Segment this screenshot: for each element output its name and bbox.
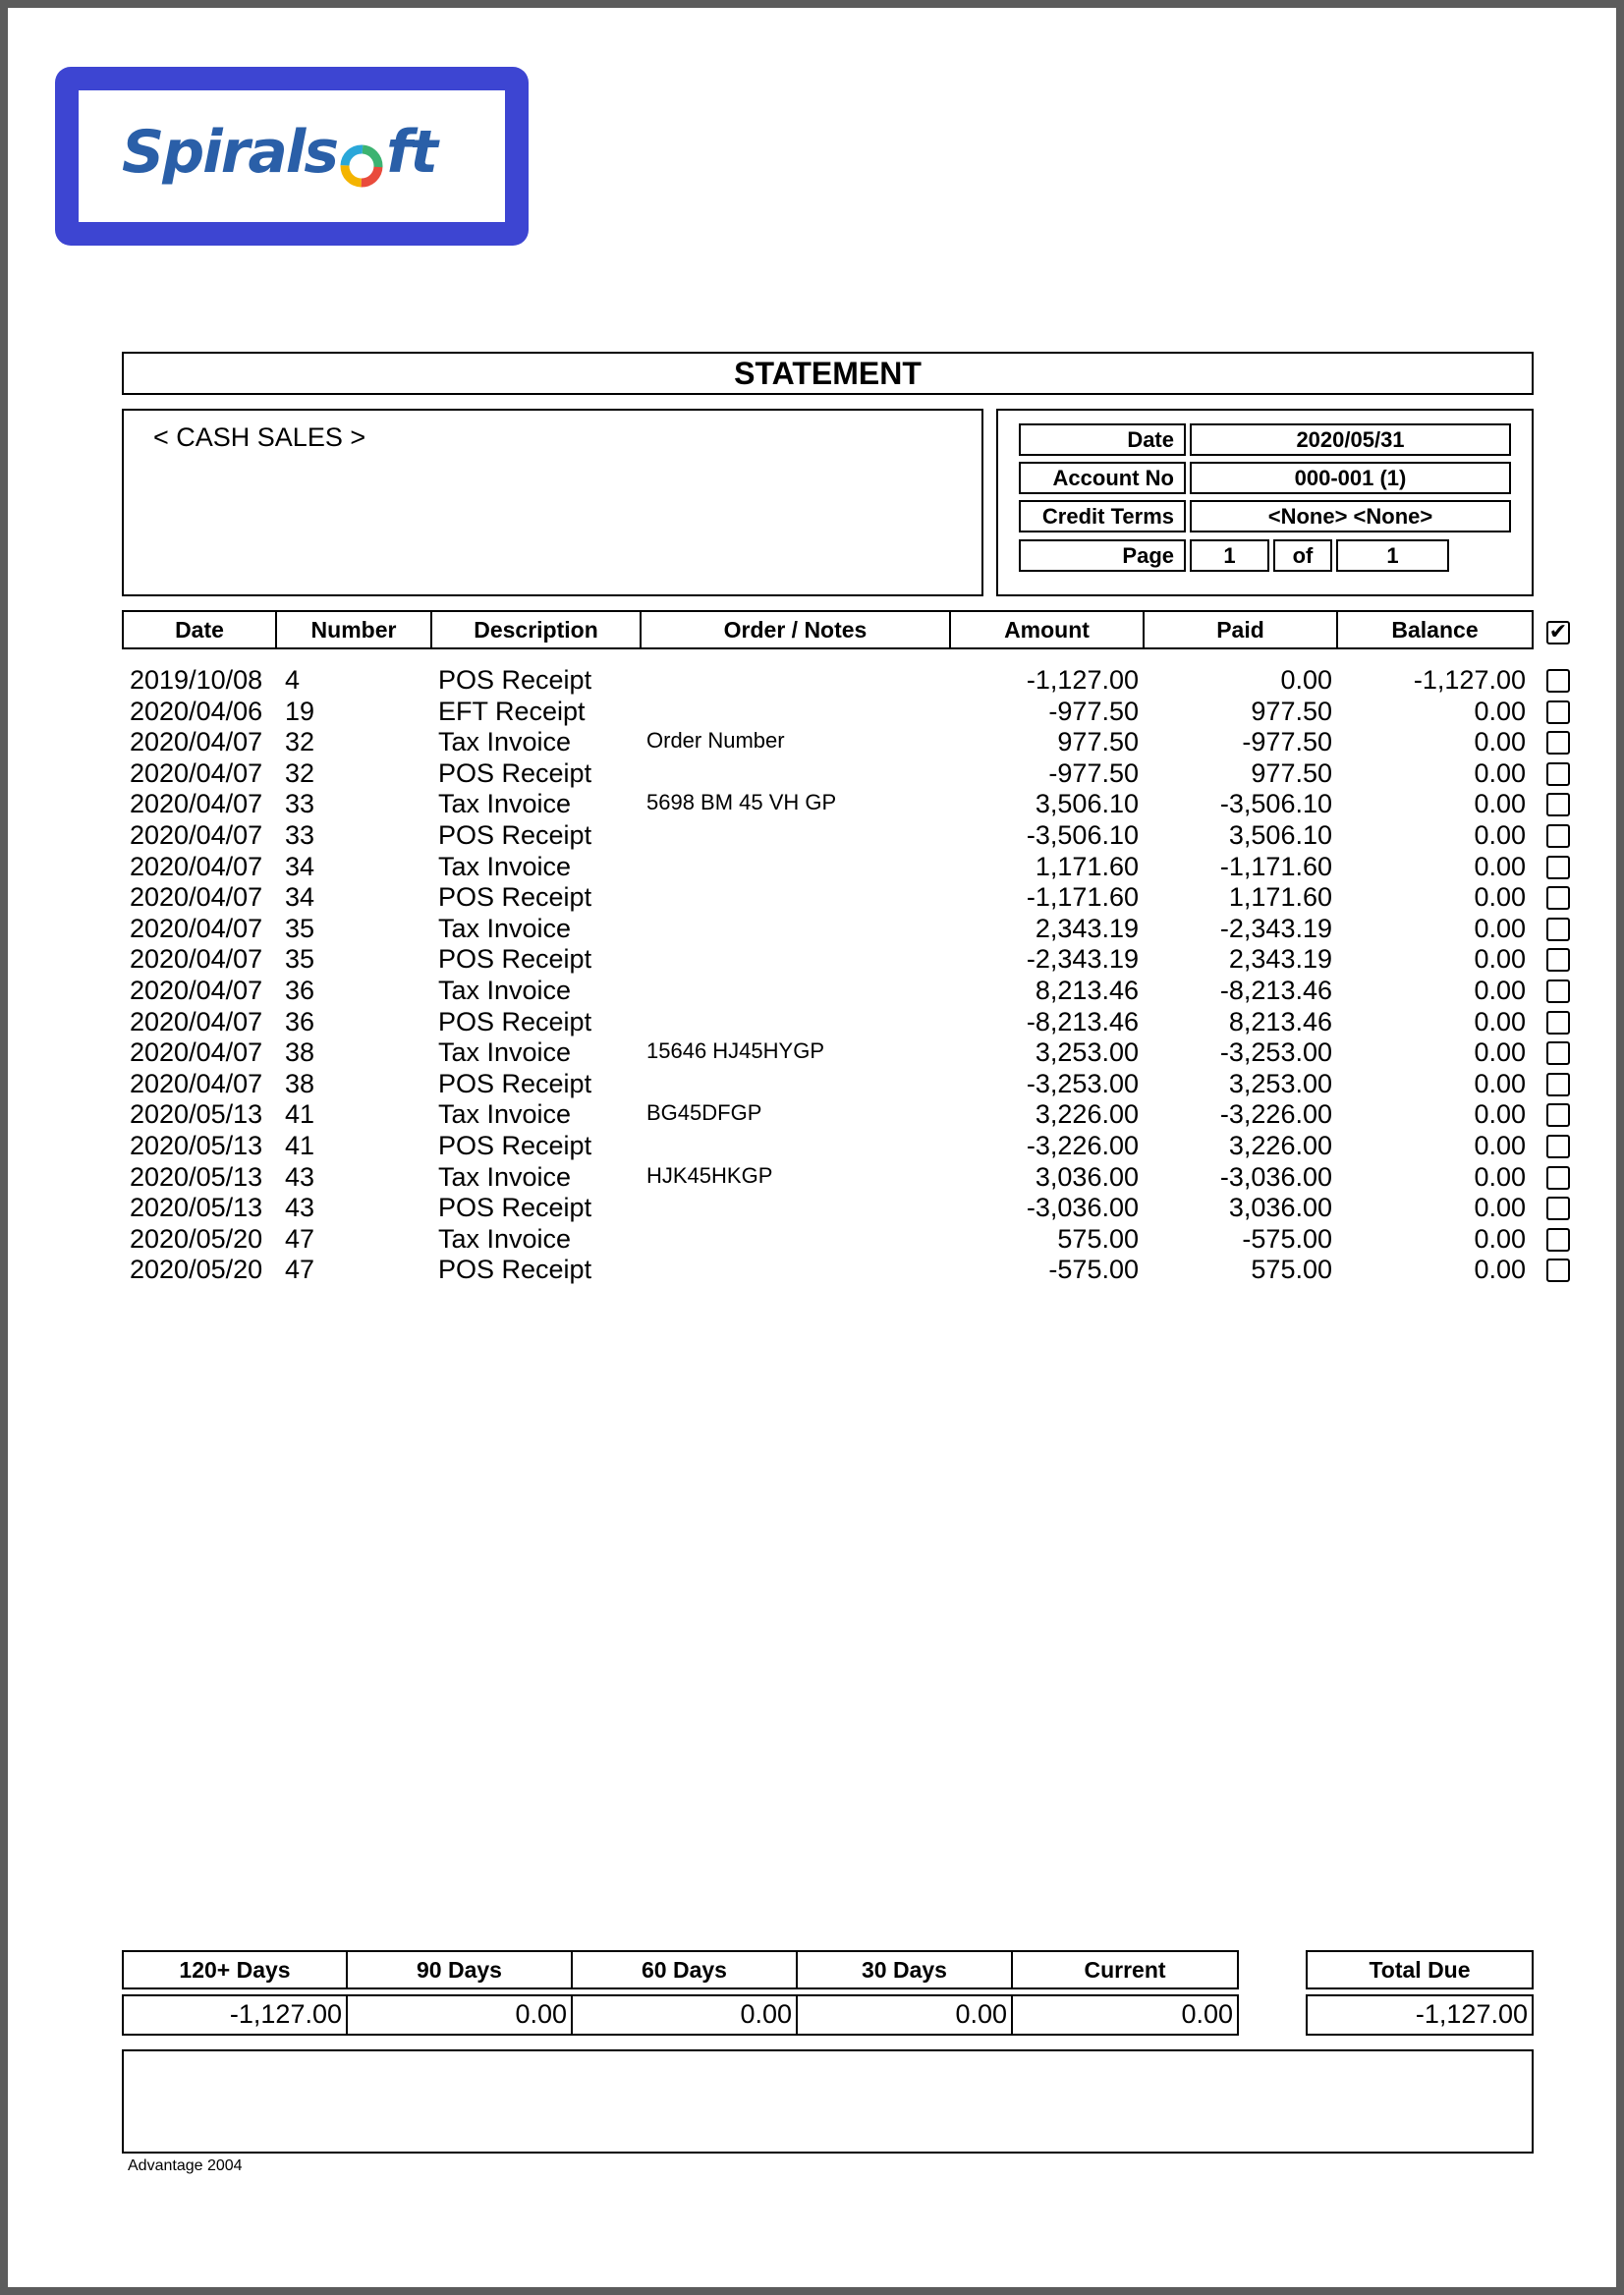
row-balance: 0.00 [1474, 1006, 1526, 1036]
row-number: 36 [285, 1006, 315, 1036]
col-header-description: Description [432, 610, 642, 649]
row-date: 2020/04/07 [130, 1037, 263, 1068]
table-row [0, 976, 1624, 1006]
row-checkbox[interactable] [1546, 793, 1570, 816]
row-balance: 0.00 [1474, 1068, 1526, 1098]
row-amount: 3,506.10 [1035, 789, 1139, 819]
row-balance: 0.00 [1474, 913, 1526, 943]
row-paid: -2,343.19 [1219, 913, 1332, 943]
row-number: 4 [285, 665, 301, 695]
row-checkbox[interactable] [1546, 731, 1570, 755]
row-checkbox[interactable] [1546, 1103, 1570, 1127]
aging-value-30: 0.00 [798, 1994, 1013, 2036]
row-balance: 0.00 [1474, 1099, 1526, 1130]
table-row [0, 1037, 1624, 1068]
row-date: 2020/05/13 [130, 1193, 263, 1223]
table-row [0, 789, 1624, 819]
row-notes: BG45DFGP [646, 1100, 762, 1126]
message-box [122, 2049, 1534, 2154]
row-checkbox[interactable] [1546, 1073, 1570, 1096]
row-amount: 977.50 [1057, 727, 1139, 757]
row-description: Tax Invoice [438, 727, 572, 757]
row-balance: 0.00 [1474, 1223, 1526, 1254]
row-checkbox[interactable] [1546, 1135, 1570, 1158]
row-date: 2020/04/07 [130, 913, 263, 943]
row-description: EFT Receipt [438, 696, 586, 726]
statement-title: STATEMENT [122, 352, 1534, 395]
row-paid: 0.00 [1280, 665, 1332, 695]
row-balance: 0.00 [1474, 851, 1526, 881]
row-description: Tax Invoice [438, 913, 572, 943]
table-row [0, 1193, 1624, 1223]
row-date: 2020/04/07 [130, 882, 263, 913]
row-number: 34 [285, 882, 315, 913]
row-paid: -977.50 [1242, 727, 1332, 757]
row-number: 47 [285, 1223, 315, 1254]
account-label: Account No [1019, 462, 1186, 494]
table-row [0, 1069, 1624, 1099]
row-balance: 0.00 [1474, 1037, 1526, 1068]
aging-value-60: 0.00 [573, 1994, 798, 2036]
row-amount: -3,253.00 [1026, 1068, 1139, 1098]
row-notes: 15646 HJ45HYGP [646, 1038, 824, 1064]
row-checkbox[interactable] [1546, 1166, 1570, 1190]
row-number: 43 [285, 1161, 315, 1192]
row-date: 2020/04/07 [130, 820, 263, 850]
row-date: 2020/04/07 [130, 1068, 263, 1098]
footer-text: Advantage 2004 [128, 2157, 243, 2174]
row-number: 32 [285, 757, 315, 788]
row-description: POS Receipt [438, 1255, 592, 1285]
row-description: Tax Invoice [438, 1223, 572, 1254]
row-description: Tax Invoice [438, 1037, 572, 1068]
row-date: 2020/05/20 [130, 1223, 263, 1254]
customer-name: < CASH SALES > [153, 422, 366, 452]
row-balance: 0.00 [1474, 1161, 1526, 1192]
row-checkbox[interactable] [1546, 1041, 1570, 1065]
col-header-balance: Balance [1338, 610, 1534, 649]
row-date: 2020/05/13 [130, 1161, 263, 1192]
row-number: 34 [285, 851, 315, 881]
row-paid: -3,036.00 [1219, 1161, 1332, 1192]
total-due-value: -1,127.00 [1306, 1994, 1534, 2036]
row-amount: -2,343.19 [1026, 944, 1139, 975]
table-row [0, 852, 1624, 882]
row-checkbox[interactable] [1546, 886, 1570, 910]
row-balance: 0.00 [1474, 820, 1526, 850]
row-description: POS Receipt [438, 944, 592, 975]
logo-wordmark [122, 118, 436, 187]
row-checkbox[interactable] [1546, 980, 1570, 1003]
row-description: POS Receipt [438, 882, 592, 913]
aging-label-current: Current [1013, 1950, 1239, 1989]
total-due-label: Total Due [1306, 1950, 1534, 1989]
row-checkbox[interactable] [1546, 1259, 1570, 1282]
row-description: Tax Invoice [438, 1099, 572, 1130]
row-description: POS Receipt [438, 1068, 592, 1098]
row-date: 2020/05/13 [130, 1099, 263, 1130]
row-description: POS Receipt [438, 1193, 592, 1223]
row-amount: -1,127.00 [1026, 665, 1139, 695]
select-all-checkbox[interactable]: ✔ [1546, 621, 1570, 644]
table-row [0, 1162, 1624, 1193]
row-amount: 2,343.19 [1035, 913, 1139, 943]
row-balance: 0.00 [1474, 882, 1526, 913]
row-date: 2020/04/07 [130, 944, 263, 975]
aging-value-current: 0.00 [1013, 1994, 1239, 2036]
row-description: Tax Invoice [438, 1161, 572, 1192]
row-amount: 3,253.00 [1035, 1037, 1139, 1068]
row-balance: 0.00 [1474, 757, 1526, 788]
row-number: 36 [285, 976, 315, 1005]
row-notes: HJK45HKGP [646, 1162, 773, 1188]
page-of: of [1273, 539, 1332, 572]
row-number: 43 [285, 1193, 315, 1223]
row-description: Tax Invoice [438, 851, 572, 881]
row-amount: 575.00 [1057, 1223, 1139, 1254]
row-amount: -575.00 [1048, 1255, 1139, 1285]
row-number: 38 [285, 1068, 315, 1098]
row-amount: -3,036.00 [1026, 1193, 1139, 1223]
row-balance: 0.00 [1474, 1131, 1526, 1160]
row-paid: -8,213.46 [1219, 976, 1332, 1005]
row-date: 2020/04/07 [130, 851, 263, 881]
table-row [0, 758, 1624, 789]
row-checkbox[interactable] [1546, 918, 1570, 941]
row-paid: -1,171.60 [1219, 851, 1332, 881]
row-amount: 3,226.00 [1035, 1099, 1139, 1130]
row-checkbox[interactable] [1546, 1011, 1570, 1035]
row-amount: -977.50 [1048, 757, 1139, 788]
row-balance: 0.00 [1474, 944, 1526, 975]
table-row [0, 914, 1624, 944]
row-date: 2020/04/07 [130, 976, 263, 1005]
row-amount: 3,036.00 [1035, 1161, 1139, 1192]
row-number: 35 [285, 913, 315, 943]
row-number: 35 [285, 944, 315, 975]
row-number: 47 [285, 1255, 315, 1285]
row-balance: 0.00 [1474, 976, 1526, 1005]
page-total: 1 [1336, 539, 1449, 572]
row-paid: -3,506.10 [1219, 789, 1332, 819]
table-row [0, 820, 1624, 851]
row-checkbox[interactable] [1546, 669, 1570, 693]
row-description: Tax Invoice [438, 976, 572, 1005]
row-amount: 8,213.46 [1035, 976, 1139, 1005]
row-notes: 5698 BM 45 VH GP [646, 790, 837, 815]
row-description: POS Receipt [438, 1006, 592, 1036]
row-balance: 0.00 [1474, 1255, 1526, 1285]
row-paid: 3,506.10 [1228, 820, 1332, 850]
row-balance: 0.00 [1474, 696, 1526, 726]
logo-swirl-icon [339, 135, 384, 180]
col-header-number: Number [277, 610, 432, 649]
row-date: 2020/05/20 [130, 1255, 263, 1285]
row-date: 2019/10/08 [130, 665, 263, 695]
date-value: 2020/05/31 [1190, 423, 1511, 456]
page-current: 1 [1190, 539, 1269, 572]
row-paid: 3,253.00 [1228, 1068, 1332, 1098]
aging-label-120: 120+ Days [122, 1950, 348, 1989]
row-paid: 8,213.46 [1228, 1006, 1332, 1036]
table-row [0, 1099, 1624, 1130]
row-checkbox[interactable] [1546, 1228, 1570, 1252]
row-amount: -8,213.46 [1026, 1006, 1139, 1036]
table-row [0, 727, 1624, 757]
row-paid: -575.00 [1242, 1223, 1332, 1254]
row-checkbox[interactable] [1546, 1197, 1570, 1220]
aging-value-120: -1,127.00 [122, 1994, 348, 2036]
aging-label-90: 90 Days [348, 1950, 573, 1989]
row-number: 38 [285, 1037, 315, 1068]
row-amount: -1,171.60 [1026, 882, 1139, 913]
row-balance: 0.00 [1474, 727, 1526, 757]
row-paid: 2,343.19 [1228, 944, 1332, 975]
row-date: 2020/04/07 [130, 757, 263, 788]
row-number: 32 [285, 727, 315, 757]
table-row [0, 697, 1624, 727]
row-checkbox[interactable] [1546, 700, 1570, 724]
row-number: 33 [285, 820, 315, 850]
row-paid: 977.50 [1251, 757, 1332, 788]
row-checkbox[interactable] [1546, 948, 1570, 972]
row-paid: 1,171.60 [1228, 882, 1332, 913]
row-number: 19 [285, 696, 315, 726]
customer-address-box [122, 409, 983, 596]
row-description: Tax Invoice [438, 789, 572, 819]
page-label: Page [1019, 539, 1186, 572]
row-description: POS Receipt [438, 665, 592, 695]
col-header-notes: Order / Notes [642, 610, 951, 649]
row-description: POS Receipt [438, 1131, 592, 1160]
account-value: 000-001 (1) [1190, 462, 1511, 494]
col-header-date: Date [122, 610, 277, 649]
row-date: 2020/04/07 [130, 789, 263, 819]
row-checkbox[interactable] [1546, 762, 1570, 786]
table-row [0, 1255, 1624, 1285]
credit-terms-label: Credit Terms [1019, 500, 1186, 532]
aging-value-90: 0.00 [348, 1994, 573, 2036]
row-description: POS Receipt [438, 757, 592, 788]
row-balance: 0.00 [1474, 1193, 1526, 1223]
row-paid: 575.00 [1251, 1255, 1332, 1285]
row-checkbox[interactable] [1546, 824, 1570, 848]
credit-terms-value: <None> <None> [1190, 500, 1511, 532]
row-number: 33 [285, 789, 315, 819]
row-balance: -1,127.00 [1413, 665, 1526, 695]
col-header-paid: Paid [1145, 610, 1338, 649]
row-amount: -3,226.00 [1026, 1131, 1139, 1160]
row-amount: 1,171.60 [1035, 851, 1139, 881]
table-row [0, 944, 1624, 975]
table-row [0, 1224, 1624, 1255]
row-number: 41 [285, 1131, 315, 1160]
aging-label-60: 60 Days [573, 1950, 798, 1989]
table-row [0, 1131, 1624, 1161]
row-paid: 977.50 [1251, 696, 1332, 726]
row-description: POS Receipt [438, 820, 592, 850]
row-date: 2020/04/07 [130, 1006, 263, 1036]
row-paid: -3,253.00 [1219, 1037, 1332, 1068]
logo-text-right: ft [386, 118, 436, 187]
row-date: 2020/04/07 [130, 727, 263, 757]
row-amount: -977.50 [1048, 696, 1139, 726]
row-amount: -3,506.10 [1026, 820, 1139, 850]
company-logo [55, 67, 529, 246]
row-paid: -3,226.00 [1219, 1099, 1332, 1130]
table-row [0, 665, 1624, 696]
row-checkbox[interactable] [1546, 856, 1570, 879]
col-header-amount: Amount [951, 610, 1145, 649]
table-row [0, 1007, 1624, 1037]
date-label: Date [1019, 423, 1186, 456]
row-notes: Order Number [646, 728, 785, 754]
table-row [0, 882, 1624, 913]
logo-text-left: Spirals [122, 118, 338, 187]
row-paid: 3,226.00 [1228, 1131, 1332, 1160]
row-number: 41 [285, 1099, 315, 1130]
row-date: 2020/04/06 [130, 696, 263, 726]
row-balance: 0.00 [1474, 789, 1526, 819]
row-date: 2020/05/13 [130, 1131, 263, 1160]
aging-label-30: 30 Days [798, 1950, 1013, 1989]
row-paid: 3,036.00 [1228, 1193, 1332, 1223]
